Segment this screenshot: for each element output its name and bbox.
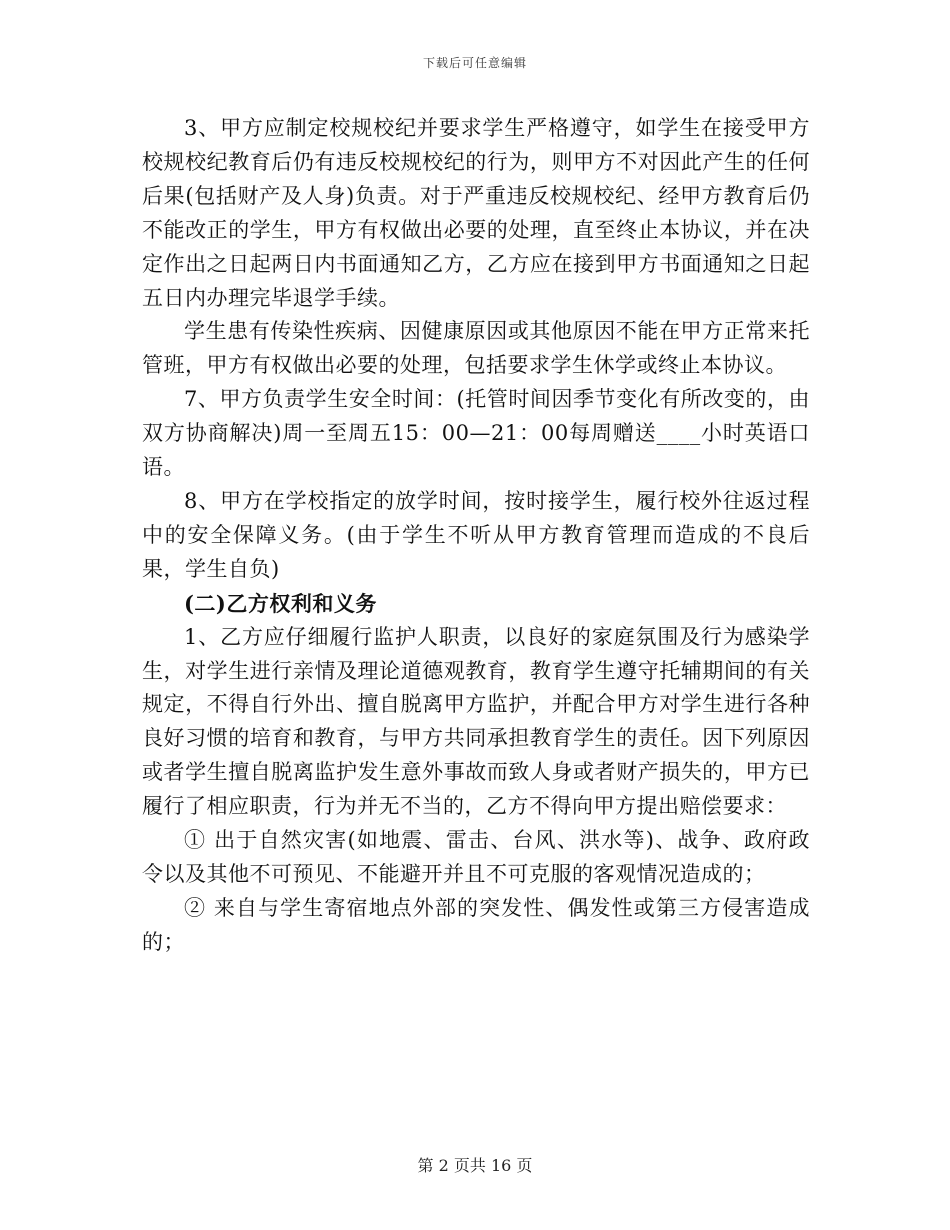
paragraph-party-b-clause-1: 1、乙方应仔细履行监护人职责，以良好的家庭氛围及行为感染学生，对学生进行亲情及理论道德观教育，教育学生遵守托辅期间的有关规定，不得自行外出、擅自脱离甲方监护，并配合甲方对学生进行各种良好习惯的培育和教育，与甲方共同承担教育学生的责任。因下列原因或者学生擅自脱离监护发生意外事故而致人身或者财产损失的，甲方已履行了相应职责，行为并无不当的，乙方不得向甲方提出赔偿要求： — [142, 624, 810, 819]
section-heading-party-b: (二)乙方权利和义务 — [184, 590, 377, 616]
paragraph-clause-8: 8、甲方在学校指定的放学时间，按时接学生，履行校外往返过程中的安全保障义务。(由于学生不听从甲方教育管理而造成的不良后果，学生自负) — [142, 488, 810, 581]
document-body — [142, 112, 810, 960]
page-number-footer: 第 2 页共 16 页 — [417, 1156, 533, 1175]
paragraph-item-2: ② 来自与学生寄宿地点外部的突发性、偶发性或第三方侵害造成的； — [142, 895, 810, 954]
paragraph-clause-7: 7、甲方负责学生安全时间：(托管时间因季节变化有所改变的，由双方协商解决)周一至周五15：00—21：00每周赠送____小时英语口语。 — [142, 387, 810, 480]
paragraph-illness: 学生患有传染性疾病、因健康原因或其他原因不能在甲方正常来托管班，甲方有权做出必要的处理，包括要求学生休学或终止本协议。 — [142, 319, 810, 378]
page-header-note: 下载后可任意编辑 — [422, 56, 527, 70]
paragraph-item-1: ① 出于自然灾害(如地震、雷击、台风、洪水等)、战争、政府政令以及其他不可预见、不能避开并且不可克服的客观情况造成的； — [142, 828, 810, 886]
paragraph-clause-3: 3、甲方应制定校规校纪并要求学生严格遵守，如学生在接受甲方校规校纪教育后仍有违反校规校纪的行为，则甲方不对因此产生的任何后果(包括财产及人身)负责。对于严重违反校规校纪、经甲方教育后仍不能改正的学生，甲方有权做出必要的处理，直至终止本协议，并在决定作出之日起两日内书面通知乙方，乙方应在接到甲方书面通知之日起五日内办理完毕退学手续。 — [142, 116, 810, 310]
